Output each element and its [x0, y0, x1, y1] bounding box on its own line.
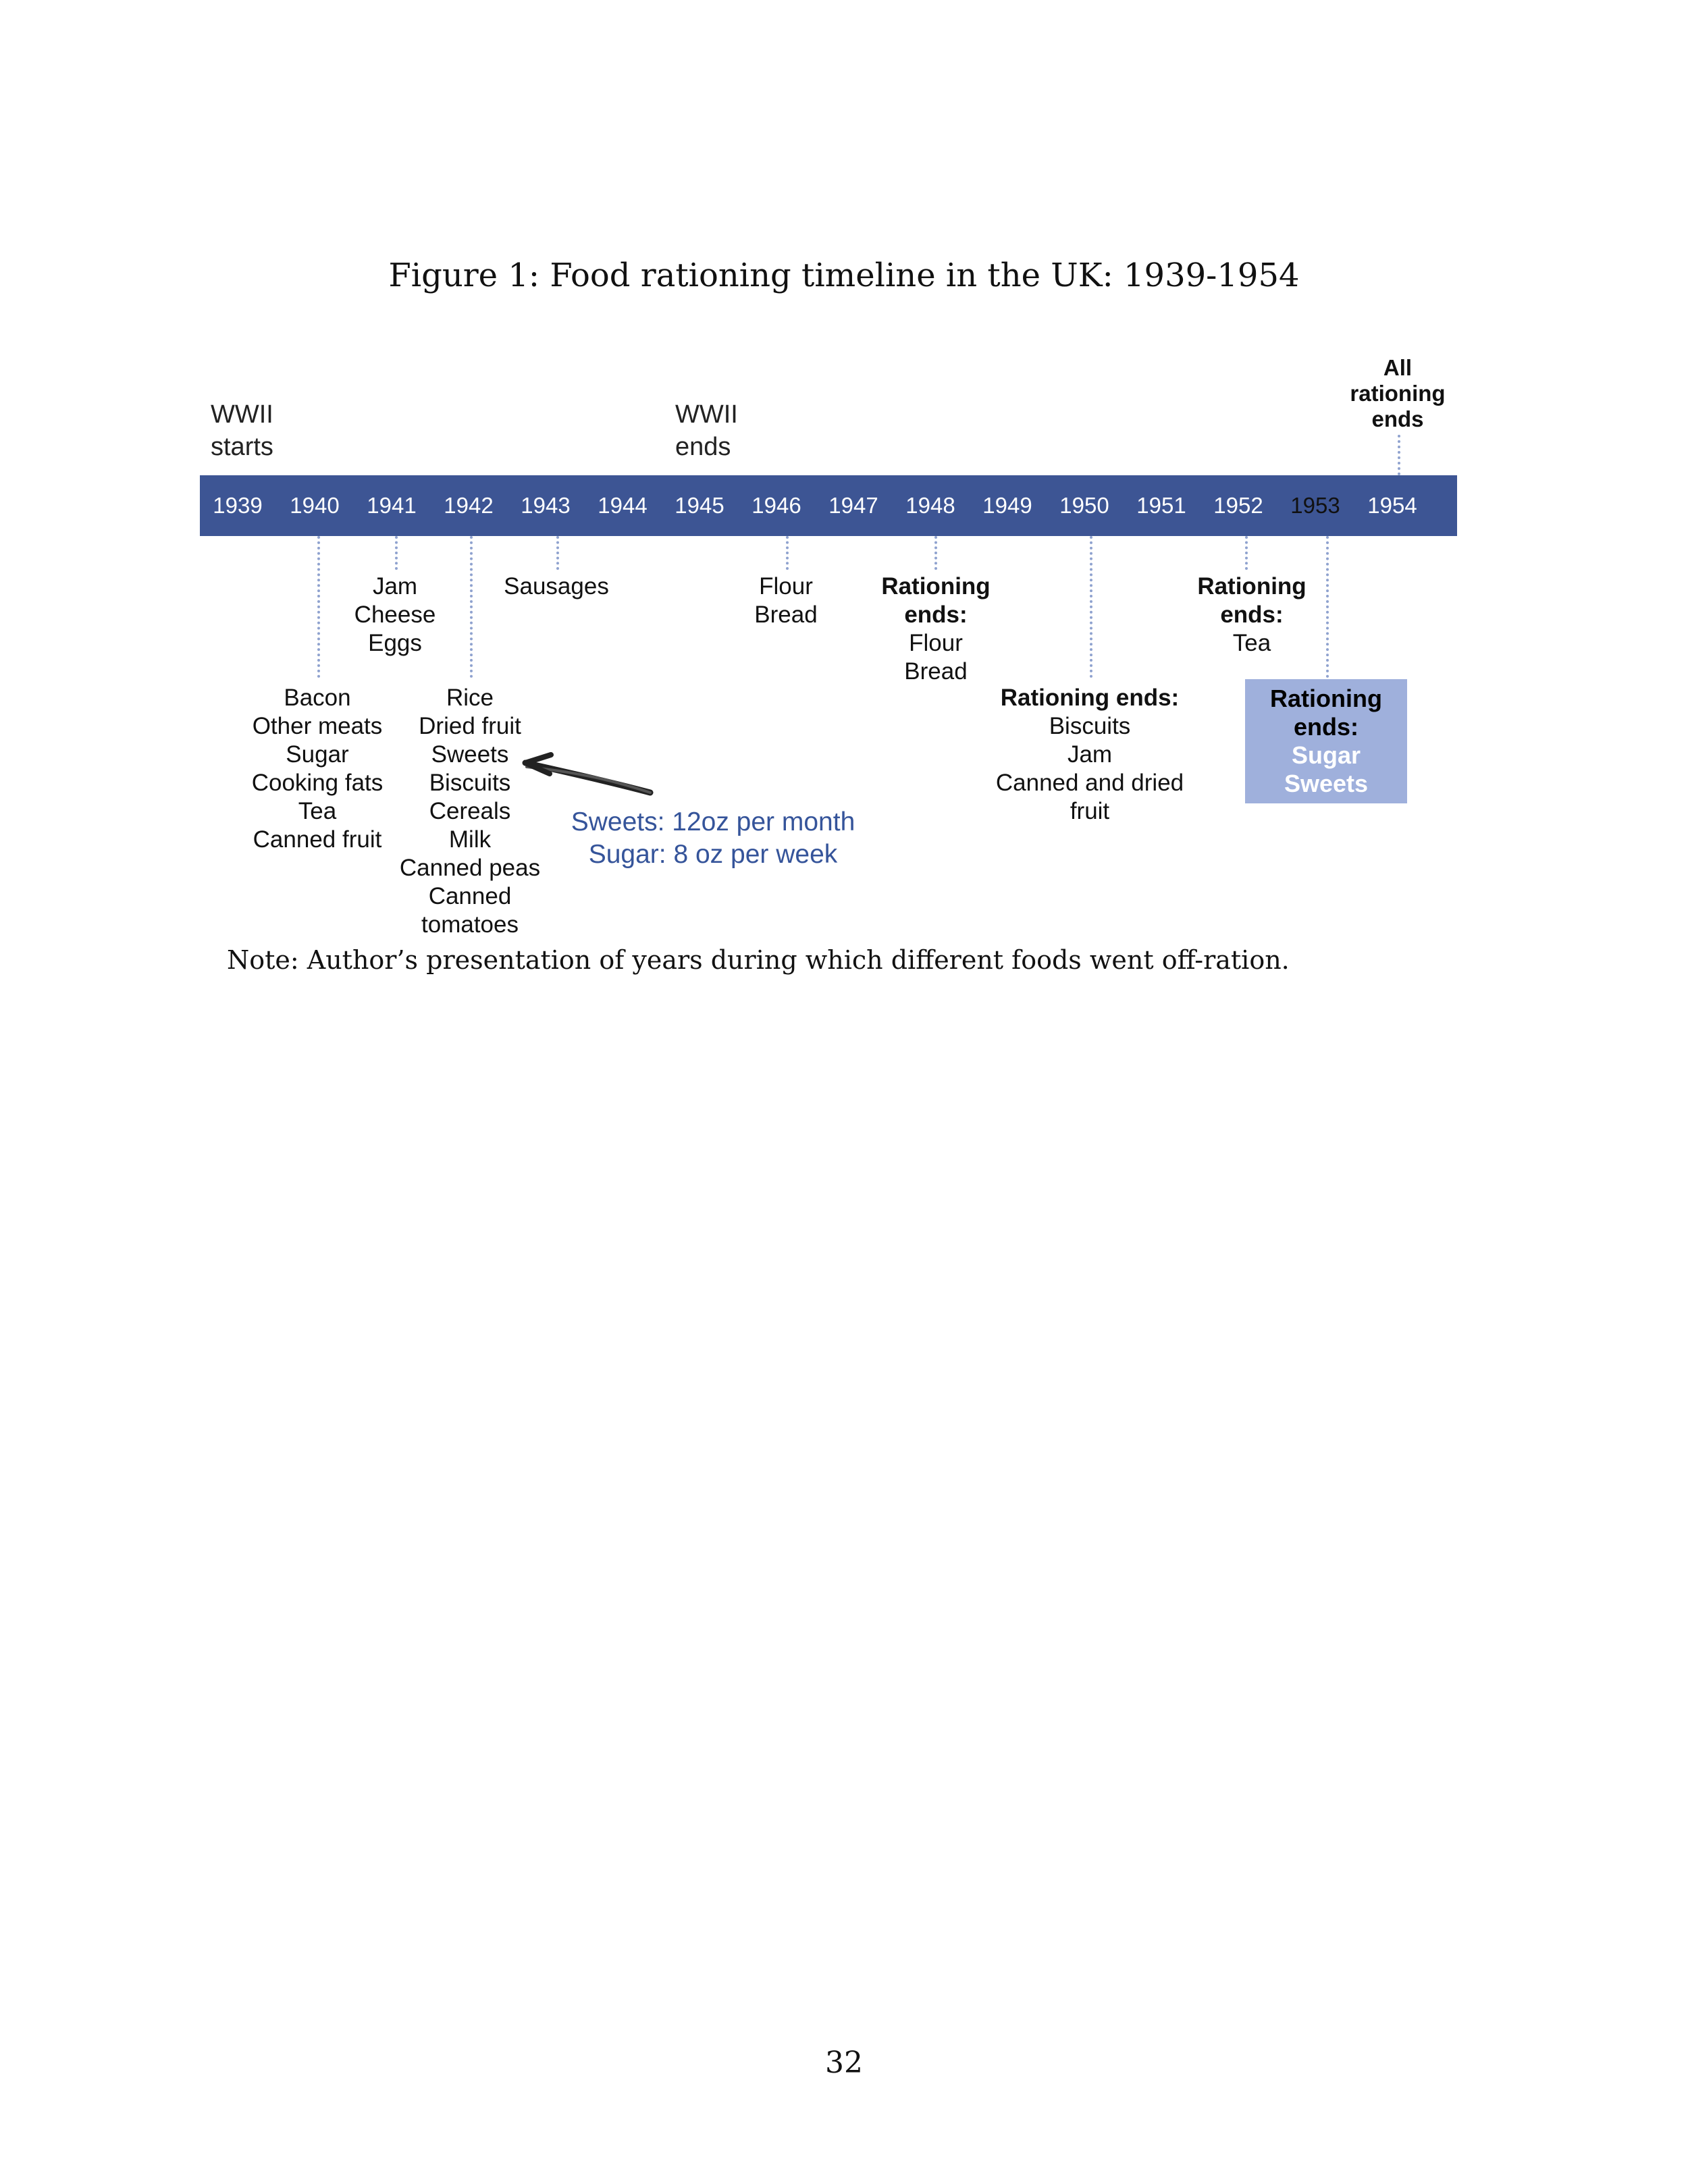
group-title: ends: [1220, 602, 1284, 628]
connector-1948 [934, 536, 937, 570]
connector-1954 [1398, 435, 1400, 475]
year-label: 1940 [290, 493, 340, 518]
year-label: 1945 [675, 493, 724, 518]
group-title: Rationing [1270, 685, 1382, 712]
connector-1953 [1326, 536, 1329, 678]
all-rationing-ends-label [1330, 355, 1465, 432]
wwii-starts-label [211, 398, 273, 463]
year-label: 1954 [1367, 493, 1417, 518]
year-label: 1942 [444, 493, 494, 518]
group-title: ends: [1293, 713, 1359, 741]
year-label: 1948 [905, 493, 955, 518]
label-line: WWII [211, 400, 273, 429]
connector-1952 [1245, 536, 1248, 570]
food-item: Canned and dried [995, 770, 1184, 796]
food-item: Bread [754, 602, 818, 628]
ration-amounts-annotation [564, 806, 862, 871]
food-item: Bread [904, 658, 968, 685]
label-line: WWII [675, 400, 738, 429]
year-label: 1944 [598, 493, 648, 518]
food-item: Tea [298, 798, 337, 824]
connector-1950 [1090, 536, 1092, 678]
food-item: Jam [372, 573, 418, 600]
rationing-ends-1943-group [496, 572, 617, 601]
label-line: rationing [1350, 381, 1446, 406]
food-item: Milk [448, 826, 492, 853]
food-item: Rice [446, 685, 494, 711]
food-item: Canned peas [399, 855, 541, 881]
label-line: ends [1371, 406, 1424, 431]
year-label: 1943 [521, 493, 571, 518]
food-item: Canned fruit [253, 826, 382, 853]
food-item: fruit [1070, 798, 1110, 824]
year-label: 1939 [213, 493, 263, 518]
figure-caption: Figure 1: Food rationing timeline in the UK: 1939-1954 [388, 257, 1300, 294]
group-title: Rationing ends: [1000, 685, 1180, 711]
rationing-ends-1941-group [338, 572, 452, 658]
rationing-ends-1948-group [874, 572, 998, 686]
food-item: Flour [909, 630, 963, 656]
year-label: 1947 [828, 493, 878, 518]
figure-note: Note: Author’s presentation of years during which different foods went off-ration. [227, 945, 1290, 975]
connector-1942 [470, 536, 473, 678]
ration-line: Sweets: 12oz per month [571, 807, 855, 836]
food-item: Cereals [429, 798, 511, 824]
group-title: Rationing [1197, 573, 1307, 600]
rationing-ends-1952-group [1190, 572, 1314, 658]
label-line: ends [675, 433, 731, 461]
rationing-ends-1940-group [243, 684, 392, 854]
food-item: Sweets [431, 741, 509, 768]
rationing-ends-1946-group [739, 572, 833, 629]
food-item: Biscuits [429, 770, 511, 796]
ration-line: Sugar: 8 oz per week [588, 840, 838, 869]
connector-1946 [786, 536, 789, 570]
year-label: 1949 [982, 493, 1032, 518]
wwii-ends-label [675, 398, 738, 463]
rationing-ends-1942-group [377, 684, 563, 939]
food-item: Sausages [504, 573, 609, 600]
rationing-ends-1950-group [988, 684, 1191, 826]
year-label-highlighted: 1953 [1290, 493, 1340, 518]
page-number: 32 [825, 2046, 863, 2080]
label-line: All [1383, 355, 1413, 380]
connector-1943 [556, 536, 559, 570]
food-item: Other meats [252, 713, 383, 739]
food-item: Bacon [284, 685, 351, 711]
connector-1940 [317, 536, 320, 678]
food-item: Eggs [368, 630, 422, 656]
connector-1941 [395, 536, 398, 570]
year-label: 1951 [1136, 493, 1186, 518]
food-item: Sweets [1284, 770, 1369, 797]
year-label: 1941 [367, 493, 417, 518]
rationing-ends-1953-box [1245, 679, 1407, 803]
food-item: Tea [1232, 630, 1271, 656]
food-item: Flour [759, 573, 813, 600]
arrow-icon [512, 749, 660, 803]
year-label: 1950 [1059, 493, 1109, 518]
year-bar [200, 475, 1457, 536]
year-label: 1946 [751, 493, 801, 518]
year-label: 1952 [1213, 493, 1263, 518]
food-item: Sugar [1291, 741, 1361, 769]
rationing-timeline [194, 317, 1457, 938]
group-title: Rationing [881, 573, 991, 600]
food-item: Jam [1067, 741, 1113, 768]
food-item: Cheese [354, 602, 436, 628]
label-line: starts [211, 433, 273, 461]
food-item: Cooking fats [251, 770, 384, 796]
food-item: Dried fruit [419, 713, 521, 739]
food-item: Sugar [286, 741, 349, 768]
food-item: Biscuits [1049, 713, 1131, 739]
food-item: Canned tomatoes [421, 883, 519, 938]
group-title: ends: [904, 602, 968, 628]
